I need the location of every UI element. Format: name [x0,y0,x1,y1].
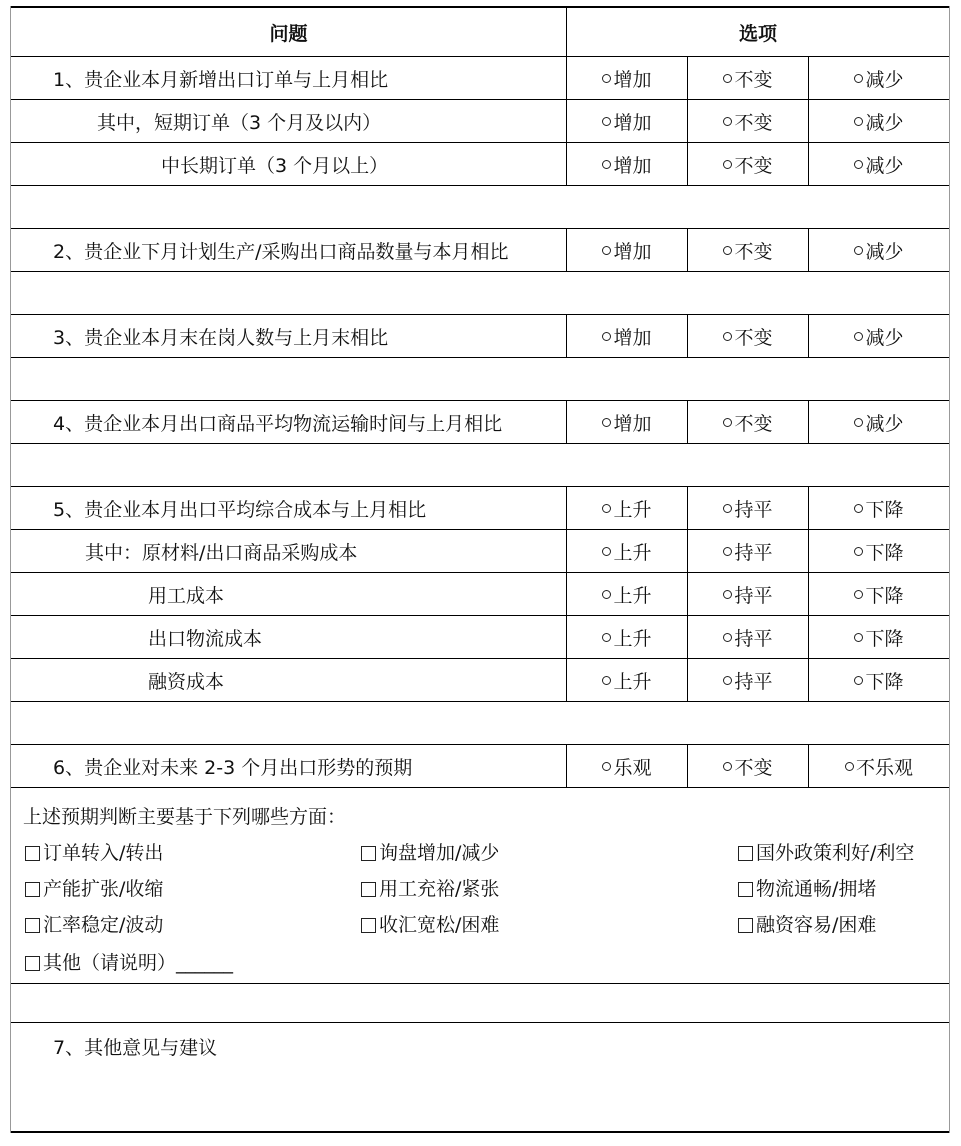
q1-short-row [11,100,949,143]
radio-icon[interactable] [723,246,732,255]
option-text: 增加 [613,154,652,177]
checkbox-icon[interactable] [25,846,40,861]
option-text: 上升 [613,541,652,564]
spacer-row [11,358,949,401]
radio-icon[interactable] [854,160,863,169]
radio-icon[interactable] [602,762,611,771]
q5-sub2-option-rise[interactable] [602,581,651,608]
q6-label: 6、贵企业对未来 2-3 个月出口形势的预期 [53,756,413,779]
q5-sub1-label: 其中：原材料/出口商品采购成本 [85,541,358,564]
option-text: 持平 [734,498,773,521]
survey-form [10,6,950,1133]
q4-option-decrease[interactable] [854,409,903,436]
q1-short-option-same[interactable] [723,108,772,135]
radio-icon[interactable] [854,633,863,642]
option-text: 不变 [734,154,773,177]
radio-icon[interactable] [723,633,732,642]
q1-long-option-increase[interactable] [602,151,651,178]
option-text: 减少 [865,240,904,263]
q3-row [11,315,949,358]
q1-short-option-decrease[interactable] [854,108,903,135]
q1-short-option-increase[interactable] [602,108,651,135]
option-text: 持平 [734,541,773,564]
option-text: 增加 [613,412,652,435]
q5-sub2-option-fall[interactable] [854,581,903,608]
basis-intro: 上述预期判断主要基于下列哪些方面： [23,806,347,828]
radio-icon[interactable] [602,418,611,427]
q6-row [11,745,949,788]
q3-option-decrease[interactable] [854,323,903,350]
q2-row [11,229,949,272]
option-text: 减少 [865,326,904,349]
q2-option-increase[interactable] [602,237,651,264]
radio-icon[interactable] [723,504,732,513]
radio-icon[interactable] [723,590,732,599]
q5-sub4-option-fall[interactable] [854,667,903,694]
radio-icon[interactable] [602,547,611,556]
option-text: 不变 [734,111,773,134]
option-text: 不变 [734,326,773,349]
q2-label: 2、贵企业下月计划生产/采购出口商品数量与本月相比 [53,240,509,263]
q2-option-decrease[interactable] [854,237,903,264]
basis-item-label: 融资容易/困难 [756,914,877,936]
basis-item-label: 其他（请说明）______ [43,952,234,974]
q5-sub1-option-rise[interactable] [602,538,651,565]
basis-item-label: 汇率稳定/波动 [43,914,164,936]
basis-item-label: 产能扩张/收缩 [43,878,164,900]
basis-item-label: 收汇宽松/困难 [379,914,500,936]
q5-sub3-row [11,616,949,659]
q6-option-same[interactable] [723,753,772,780]
option-text: 增加 [613,240,652,263]
q3-label: 3、贵企业本月末在岗人数与上月末相比 [53,326,389,349]
q1-option-decrease[interactable] [854,65,903,92]
option-text: 减少 [865,111,904,134]
q5-sub4-label: 融资成本 [148,670,225,693]
radio-icon[interactable] [602,160,611,169]
checkbox-icon[interactable] [738,846,753,861]
radio-icon[interactable] [845,762,854,771]
basis-section [11,788,949,984]
bottom-border [11,1131,949,1133]
radio-icon[interactable] [854,547,863,556]
option-text: 减少 [865,68,904,91]
q5-sub3-option-flat[interactable] [723,624,772,651]
q1-label: 1、贵企业本月新增出口订单与上月相比 [53,68,389,91]
spacer-row [11,444,949,487]
spacer-row [11,186,949,229]
q5-sub4-row [11,659,949,702]
radio-icon[interactable] [854,74,863,83]
radio-icon[interactable] [602,246,611,255]
q5-option-fall[interactable] [854,495,903,522]
option-text: 上升 [613,627,652,650]
basis-item-label: 国外政策利好/利空 [756,842,915,864]
option-text: 增加 [613,111,652,134]
basis-item-exchange-rate[interactable] [25,910,163,937]
q6-option-optimistic[interactable] [602,753,651,780]
radio-icon[interactable] [723,74,732,83]
spacer-row [11,702,949,745]
radio-icon[interactable] [602,117,611,126]
radio-icon[interactable] [723,160,732,169]
option-text: 下降 [865,627,904,650]
basis-item-orders[interactable] [25,838,163,865]
checkbox-icon[interactable] [738,882,753,897]
q1-option-increase[interactable] [602,65,651,92]
checkbox-icon[interactable] [25,882,40,897]
radio-icon[interactable] [723,676,732,685]
q5-sub1-option-flat[interactable] [723,538,772,565]
basis-item-labor[interactable] [361,874,499,901]
q2-option-same[interactable] [723,237,772,264]
q1-row [11,57,949,100]
option-text: 下降 [865,670,904,693]
checkbox-icon[interactable] [361,846,376,861]
radio-icon[interactable] [602,504,611,513]
q5-sub1-row [11,530,949,573]
basis-item-label: 订单转入/转出 [43,842,164,864]
radio-icon[interactable] [602,332,611,341]
option-text: 不变 [734,756,773,779]
q1-option-same[interactable] [723,65,772,92]
q5-label: 5、贵企业本月出口平均综合成本与上月相比 [53,498,427,521]
checkbox-icon[interactable] [361,918,376,933]
header-options: 选项 [566,8,949,56]
radio-icon[interactable] [723,117,732,126]
option-text: 上升 [613,498,652,521]
q5-sub3-option-rise[interactable] [602,624,651,651]
radio-icon[interactable] [723,332,732,341]
basis-item-label: 用工充裕/紧张 [379,878,500,900]
q1-long-option-same[interactable] [723,151,772,178]
basis-item-other[interactable] [25,948,233,975]
option-text: 下降 [865,498,904,521]
option-text: 上升 [613,584,652,607]
radio-icon[interactable] [723,762,732,771]
q7-label: 7、其他意见与建议 [53,1037,218,1059]
radio-icon[interactable] [854,676,863,685]
q4-label: 4、贵企业本月出口商品平均物流运输时间与上月相比 [53,412,503,435]
q5-sub4-option-rise[interactable] [602,667,651,694]
radio-icon[interactable] [602,633,611,642]
q1-short-label: 其中，短期订单（3 个月及以内） [97,111,382,134]
q3-option-same[interactable] [723,323,772,350]
basis-item-collection[interactable] [361,910,499,937]
q5-sub1-option-fall[interactable] [854,538,903,565]
spacer-row [11,984,949,1023]
q4-row [11,401,949,444]
spacer-row [11,272,949,315]
option-text: 持平 [734,627,773,650]
radio-icon[interactable] [602,676,611,685]
option-text: 乐观 [613,756,652,779]
basis-item-logistics[interactable] [738,874,876,901]
option-text: 持平 [734,584,773,607]
q5-option-rise[interactable] [602,495,651,522]
radio-icon[interactable] [602,590,611,599]
q5-sub2-row [11,573,949,616]
option-text: 增加 [613,326,652,349]
header-question: 问题 [269,22,308,45]
option-text: 持平 [734,670,773,693]
q4-option-increase[interactable] [602,409,651,436]
table-header [11,8,949,57]
radio-icon[interactable] [854,117,863,126]
option-text: 增加 [613,68,652,91]
q1-long-label: 中长期订单（3 个月以上） [161,154,389,177]
q5-row [11,487,949,530]
radio-icon[interactable] [854,504,863,513]
q3-option-increase[interactable] [602,323,651,350]
q5-sub3-label: 出口物流成本 [148,627,263,650]
option-text: 减少 [865,412,904,435]
checkbox-icon[interactable] [25,918,40,933]
q7-section[interactable] [11,1023,949,1131]
q4-option-same[interactable] [723,409,772,436]
q6-option-pessimistic[interactable] [845,753,913,780]
option-text: 不变 [734,68,773,91]
radio-icon[interactable] [854,246,863,255]
option-text: 不变 [734,240,773,263]
option-text: 下降 [865,541,904,564]
radio-icon[interactable] [723,418,732,427]
q5-sub4-option-flat[interactable] [723,667,772,694]
radio-icon[interactable] [723,547,732,556]
option-text: 不变 [734,412,773,435]
checkbox-icon[interactable] [738,918,753,933]
q5-sub2-option-flat[interactable] [723,581,772,608]
q5-sub2-label: 用工成本 [148,584,225,607]
radio-icon[interactable] [854,418,863,427]
option-text: 下降 [865,584,904,607]
checkbox-icon[interactable] [25,956,40,971]
basis-item-label: 询盘增加/减少 [379,842,500,864]
q5-option-flat[interactable] [723,495,772,522]
radio-icon[interactable] [854,332,863,341]
radio-icon[interactable] [854,590,863,599]
basis-item-label: 物流通畅/拥堵 [756,878,877,900]
basis-item-financing[interactable] [738,910,876,937]
basis-item-capacity[interactable] [25,874,163,901]
basis-item-foreign-policy[interactable] [738,838,914,865]
q5-sub3-option-fall[interactable] [854,624,903,651]
q1-long-row [11,143,949,186]
option-text: 减少 [865,154,904,177]
option-text: 上升 [613,670,652,693]
option-text: 不乐观 [855,756,913,779]
basis-item-inquiry[interactable] [361,838,499,865]
q1-long-option-decrease[interactable] [854,151,903,178]
checkbox-icon[interactable] [361,882,376,897]
radio-icon[interactable] [602,74,611,83]
